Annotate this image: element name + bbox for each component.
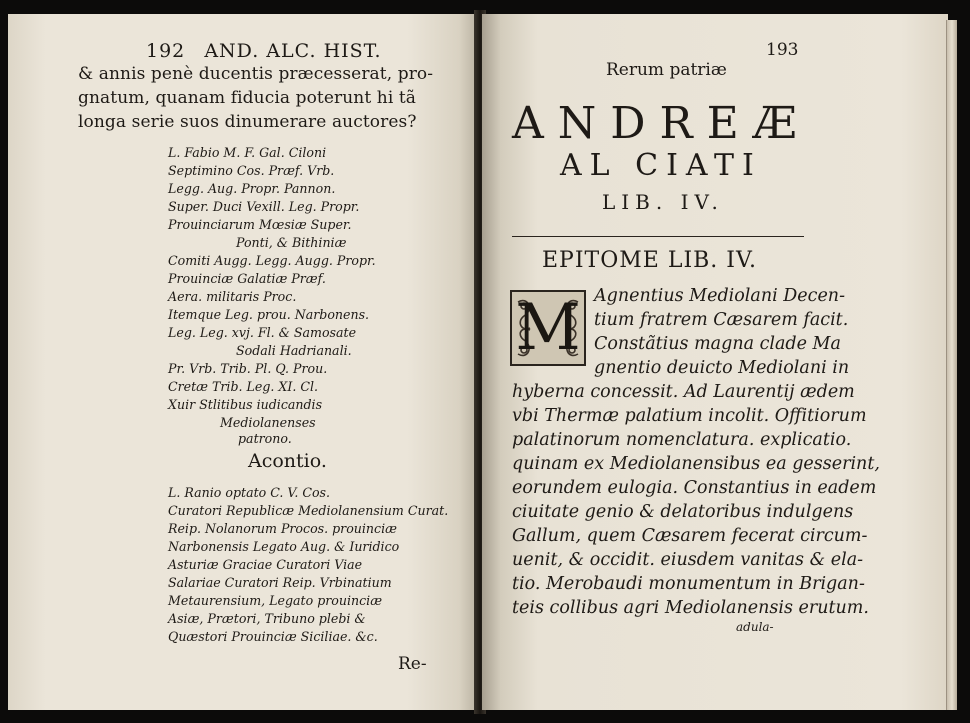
inscription-line: Itemque Leg. prou. Narbonens. xyxy=(168,307,370,322)
inscription-line: Asturiæ Graciae Curatori Viae xyxy=(168,557,363,572)
inscription-line: L. Ranio optato C. V. Cos. xyxy=(168,485,331,500)
title-line-1: ANDREÆ xyxy=(512,98,811,149)
right-body-line: uenit, & occidit. eiusdem vanitas & ela- xyxy=(512,550,864,570)
right-body-line: Agnentius Mediolani Decen- xyxy=(594,286,845,306)
inscription-line: Xuir Stlitibus iudicandis xyxy=(168,397,323,412)
inscription-line: Leg. Leg. xvj. Fl. & Samosate xyxy=(168,325,357,340)
inscription-line: Pr. Vrb. Trib. Pl. Q. Prou. xyxy=(168,361,328,376)
inscription-line: Comiti Augg. Legg. Augg. Propr. xyxy=(168,253,376,268)
right-body-line: Constãtius magna clade Ma xyxy=(594,334,841,354)
right-body-line: hyberna concessit. Ad Laurentij ædem xyxy=(512,382,855,402)
inscription-line: Reip. Nolanorum Procos. prouinciæ xyxy=(168,521,397,536)
right-body-line: eorundem eulogia. Constantius in eadem xyxy=(512,478,877,498)
inscription-line: Curatori Republicæ Mediolanensium Curat. xyxy=(168,503,449,518)
inscription-line: Cretæ Trib. Leg. XI. Cl. xyxy=(168,379,319,394)
right-catchword: adula- xyxy=(736,620,774,634)
left-page xyxy=(8,14,480,710)
right-page-number: 193 xyxy=(766,40,799,60)
inscription-line: Mediolanenses xyxy=(220,415,316,430)
title-superscript: Rerum patriæ xyxy=(606,60,727,80)
inscription-line: Legg. Aug. Propr. Pannon. xyxy=(168,181,336,196)
title-rule xyxy=(512,236,804,237)
page-edges xyxy=(946,20,957,710)
initial-letter: M xyxy=(515,291,581,365)
left-running-head xyxy=(146,40,382,62)
inscription-line: Super. Duci Vexill. Leg. Propr. xyxy=(168,199,360,214)
inscription-line: Septimino Cos. Præf. Vrb. xyxy=(168,163,335,178)
right-body-line: ciuitate genio & delatoribus indulgens xyxy=(512,502,854,522)
title-line-3: LIB. IV. xyxy=(602,190,724,214)
inscription-line: Narbonensis Legato Aug. & Iuridico xyxy=(168,539,400,554)
inscription-line: Asiæ, Prætori, Tribuno plebi & xyxy=(168,611,366,626)
inscription-line: Salariae Curatori Reip. Vrbinatium xyxy=(168,575,392,590)
inscription-line: Prouinciæ Galatiæ Præf. xyxy=(168,271,326,286)
right-body-line: quinam ex Mediolanensibus ea gesserint, xyxy=(512,454,880,474)
inscription-line: patrono. xyxy=(238,431,292,446)
inscription-line: Quæstori Prouinciæ Siciliae. &c. xyxy=(168,629,378,644)
left-body-line: & annis penè ducentis præcesserat, pro- xyxy=(78,64,434,84)
right-body-line: teis collibus agri Mediolanensis erutum. xyxy=(512,598,869,618)
title-line-2: AL CIATI xyxy=(560,148,762,183)
left-catchword: Re- xyxy=(398,654,427,674)
left-running-title: AND. ALC. HIST. xyxy=(204,40,382,62)
left-body-line: gnatum, quanam fiducia poterunt hi tã xyxy=(78,88,417,108)
inscription-line: Ponti, & Bithiniæ xyxy=(236,235,347,250)
right-body-line: Gallum, quem Cæsarem fecerat circum- xyxy=(512,526,868,546)
inscription-line: Sodali Hadrianali. xyxy=(236,343,352,358)
right-body-line: gnentio deuicto Mediolani in xyxy=(594,358,850,378)
right-body-line: vbi Thermæ palatium incolit. Offitiorum xyxy=(512,406,867,426)
left-page-number: 192 xyxy=(146,40,186,62)
epitome-heading: EPITOME LIB. IV. xyxy=(542,248,758,273)
inscription-line: L. Fabio M. F. Gal. Ciloni xyxy=(168,145,327,160)
left-body-line: longa serie suos dinumerare auctores? xyxy=(78,112,417,132)
right-body-line: palatinorum nomenclatura. explicatio. xyxy=(512,430,852,450)
inscription-line: Aera. militaris Proc. xyxy=(168,289,297,304)
decorated-initial xyxy=(510,290,586,366)
right-body-line: tium fratrem Cæsarem facit. xyxy=(594,310,849,330)
right-page xyxy=(482,14,948,710)
acontio-heading: Acontio. xyxy=(248,450,327,472)
inscription-line: Prouinciarum Mœsiæ Super. xyxy=(168,217,352,232)
inscription-line: Metaurensium, Legato prouinciæ xyxy=(168,593,383,608)
right-body-line: tio. Merobaudi monumentum in Brigan- xyxy=(512,574,865,594)
